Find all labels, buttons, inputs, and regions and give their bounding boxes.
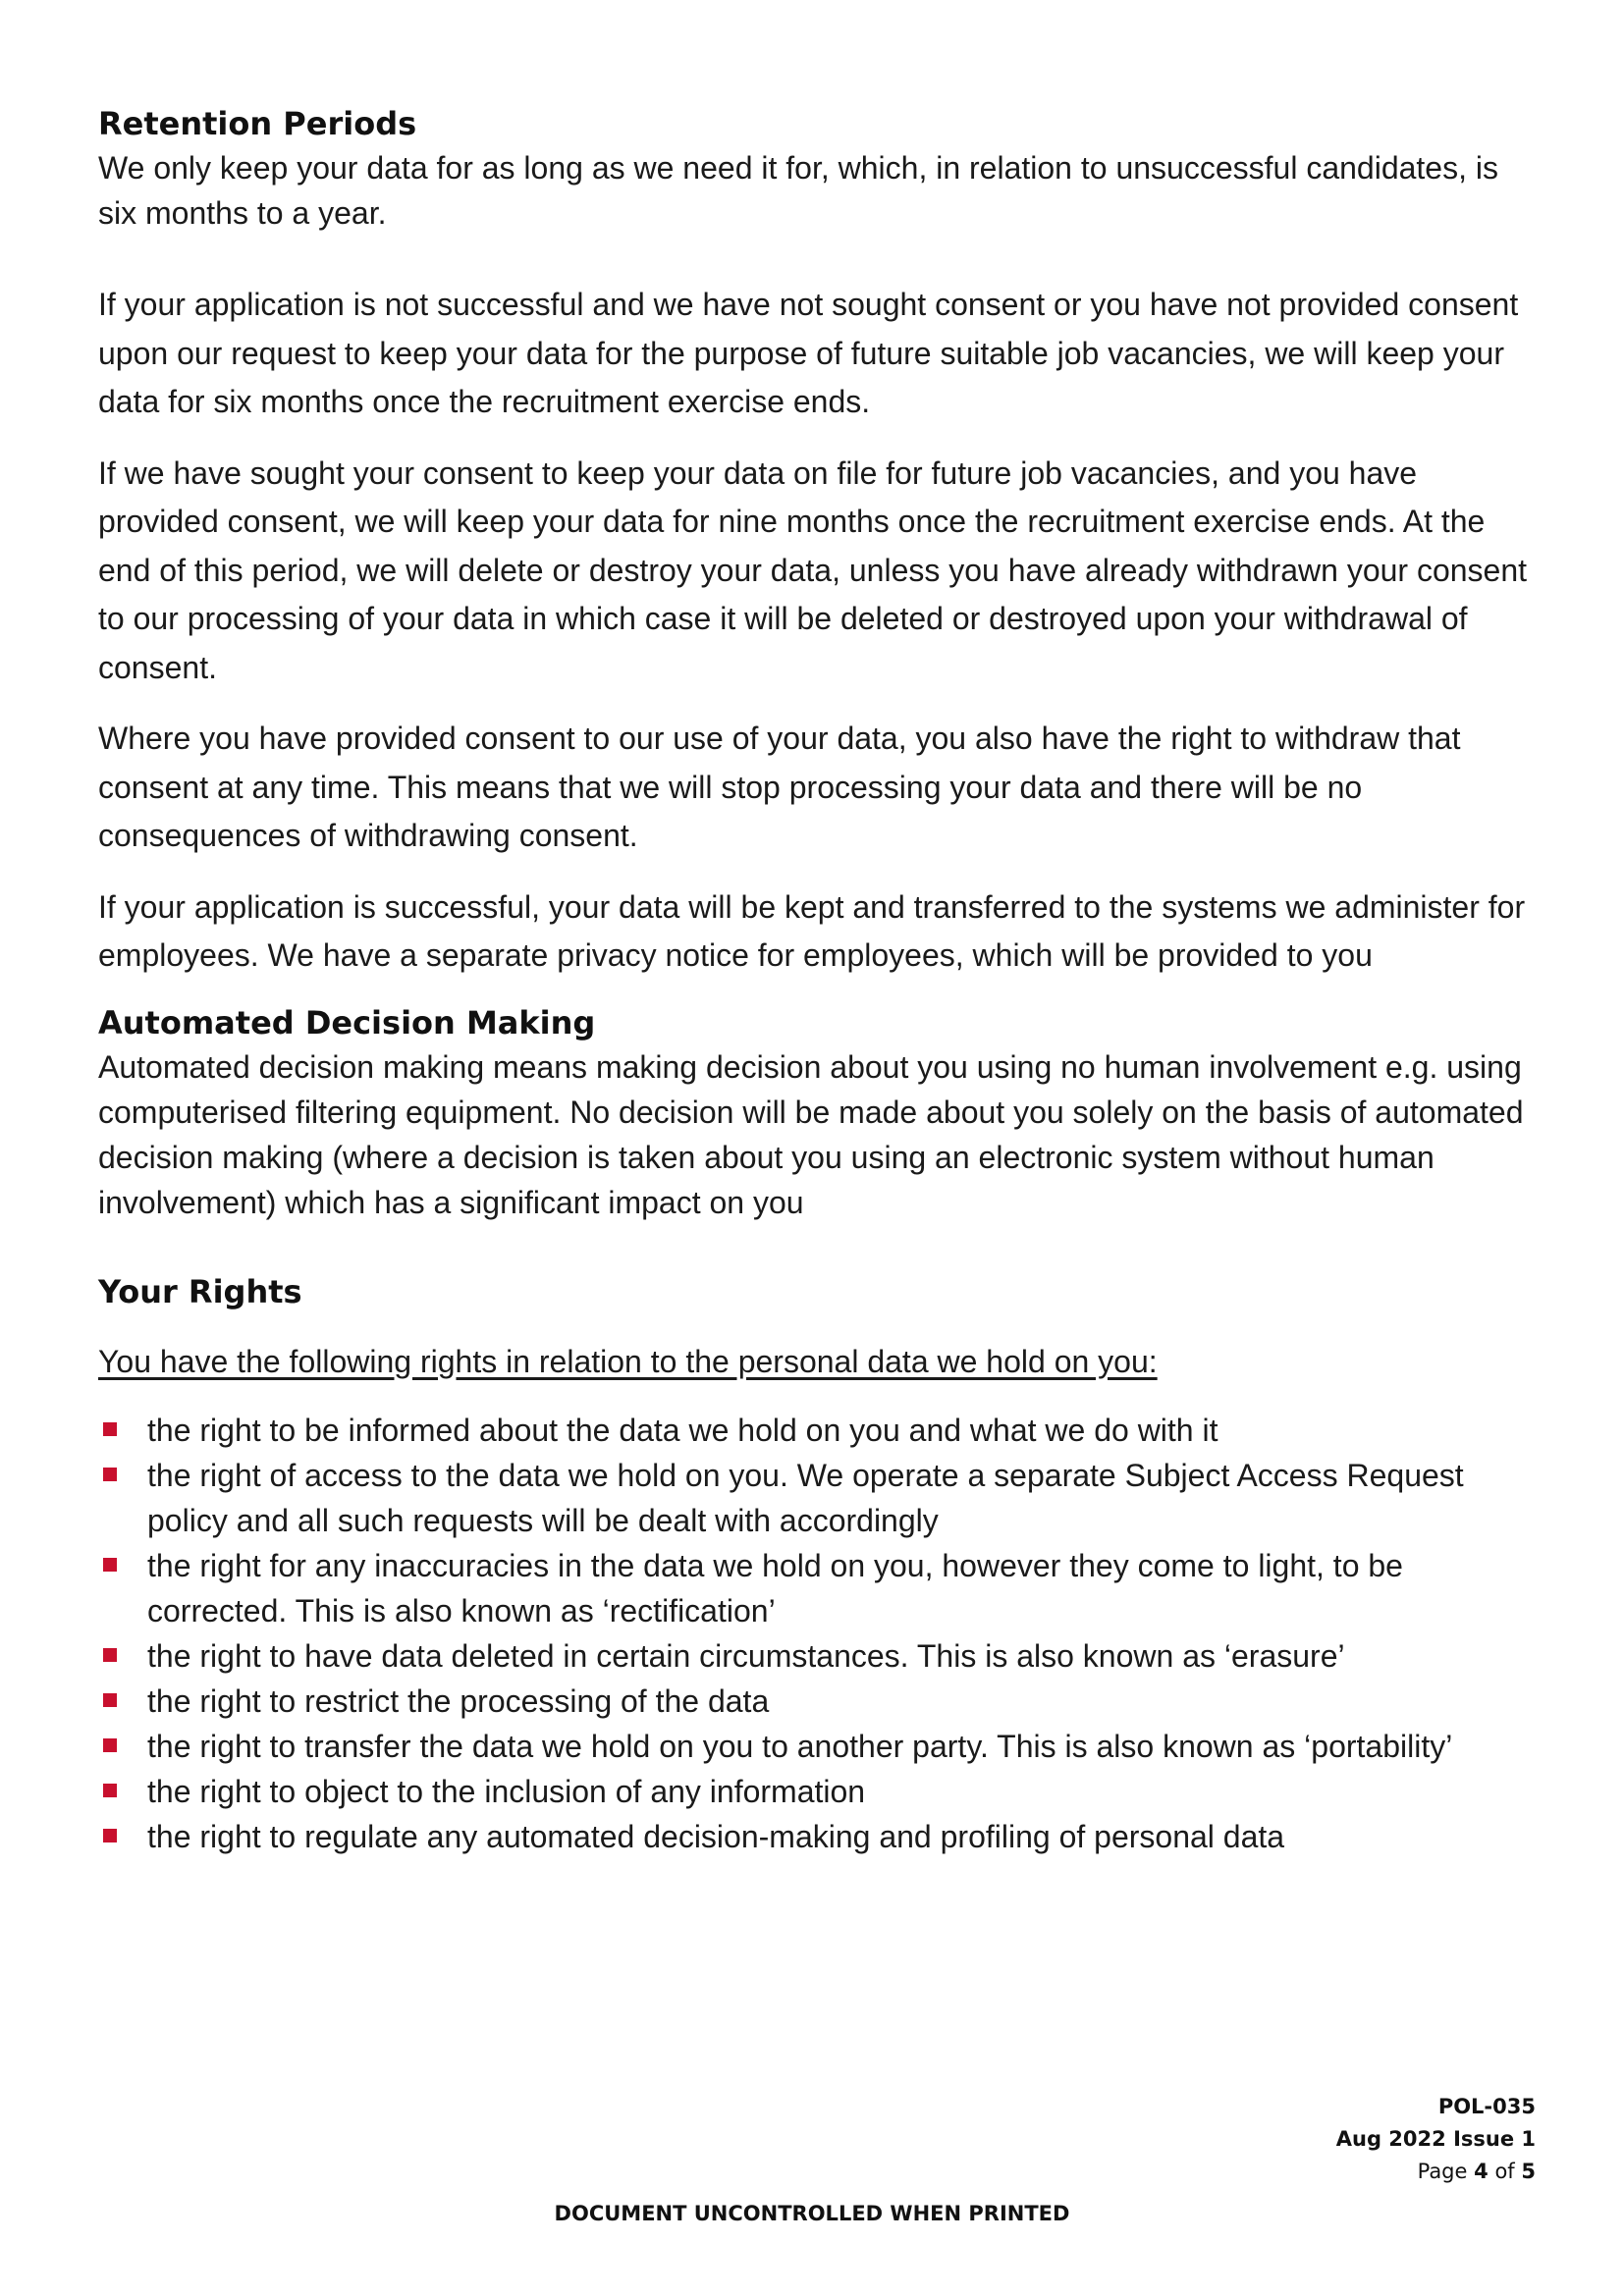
retention-paragraph-4: Where you have provided consent to our use of your data, you also have the right to withdraw that consent at any time. This means that we will stop processing your data and there will be no consequences of withdrawing consent. bbox=[98, 721, 1461, 853]
list-item bbox=[98, 1679, 1542, 1724]
rights-item-text: the right to restrict the processing of the data bbox=[147, 1682, 770, 1719]
rights-list bbox=[98, 1408, 1542, 1859]
page-label: Page bbox=[1417, 2160, 1468, 2183]
square-bullet-icon bbox=[103, 1738, 117, 1752]
square-bullet-icon bbox=[103, 1784, 117, 1797]
list-item bbox=[98, 1769, 1542, 1814]
square-bullet-icon bbox=[103, 1693, 117, 1707]
rights-section bbox=[98, 1270, 1542, 1859]
automated-decision-paragraph: Automated decision making means making decision about you using no human involvement e.g. using computerised filtering equipment. No decision will be made about you solely on the basis of automated decision making (where a decision is taken about you using an electronic system without human involvement) which has a significant impact on you bbox=[98, 1048, 1524, 1220]
rights-item-text: the right to be informed about the data we hold on you and what we do with it bbox=[147, 1412, 1218, 1448]
document-page bbox=[98, 98, 1542, 1859]
retention-paragraph-5: If your application is successful, your data will be kept and transferred to the systems we administer for employees. We have a separate privacy notice for employees, which will be provided to you bbox=[98, 888, 1526, 973]
list-item bbox=[98, 1543, 1542, 1633]
square-bullet-icon bbox=[103, 1422, 117, 1436]
retention-heading: Retention Periods bbox=[98, 105, 417, 142]
rights-item-text: the right of access to the data we hold on you. We operate a separate Subject Access Request policy and all such requests will be dealt with accordingly bbox=[147, 1457, 1464, 1538]
page-of-label: of bbox=[1494, 2160, 1515, 2183]
retention-paragraph-1: We only keep your data for as long as we need it for, which, in relation to unsuccessful candidates, is six months to a year. bbox=[98, 150, 1498, 231]
list-item bbox=[98, 1724, 1542, 1769]
uncontrolled-notice: DOCUMENT UNCONTROLLED WHEN PRINTED bbox=[554, 2202, 1070, 2225]
rights-heading: Your Rights bbox=[98, 1272, 302, 1310]
rights-item-text: the right for any inaccuracies in the data we hold on you, however they come to light, to be corrected. This is also known as ‘rectification’ bbox=[147, 1547, 1403, 1629]
square-bullet-icon bbox=[103, 1558, 117, 1572]
square-bullet-icon bbox=[103, 1468, 117, 1481]
rights-item-text: the right to object to the inclusion of any information bbox=[147, 1773, 866, 1809]
rights-intro: You have the following rights in relation to the personal data we hold on you: bbox=[98, 1343, 1158, 1379]
rights-item-text: the right to have data deleted in certain circumstances. This is also known as ‘erasure’ bbox=[147, 1637, 1345, 1674]
rights-item-text: the right to regulate any automated decision-making and profiling of personal data bbox=[147, 1818, 1285, 1854]
document-footer-info bbox=[1336, 2091, 1536, 2188]
document-issue: Aug 2022 Issue 1 bbox=[1335, 2127, 1536, 2151]
rights-item-text: the right to transfer the data we hold on you to another party. This is also known as ‘portability’ bbox=[147, 1728, 1453, 1764]
retention-section bbox=[98, 102, 1542, 981]
retention-paragraph-2: If your application is not successful and we have not sought consent or you have not provided consent upon our request to keep your data for the purpose of future suitable job vacancies, we will keep your data for six months once the recruitment exercise ends. bbox=[98, 287, 1519, 419]
retention-paragraph-3: If we have sought your consent to keep your data on file for future job vacancies, and you have provided consent, we will keep your data for nine months once the recruitment exercise ends. At the end of this period, we will delete or destroy your data, unless you have already withdrawn your consent to our processing of your data in which case it will be deleted or destroyed upon your withdrawal of consent. bbox=[98, 454, 1528, 685]
automated-decision-section bbox=[98, 1001, 1542, 1225]
list-item bbox=[98, 1453, 1542, 1543]
page-number bbox=[1336, 2156, 1536, 2188]
list-item bbox=[98, 1814, 1542, 1859]
list-item bbox=[98, 1408, 1542, 1453]
document-code: POL-035 bbox=[1437, 2095, 1536, 2118]
page-total: 5 bbox=[1521, 2160, 1536, 2183]
list-item bbox=[98, 1633, 1542, 1679]
square-bullet-icon bbox=[103, 1648, 117, 1662]
automated-decision-heading: Automated Decision Making bbox=[98, 1003, 596, 1041]
square-bullet-icon bbox=[103, 1829, 117, 1842]
page-current: 4 bbox=[1474, 2160, 1489, 2183]
